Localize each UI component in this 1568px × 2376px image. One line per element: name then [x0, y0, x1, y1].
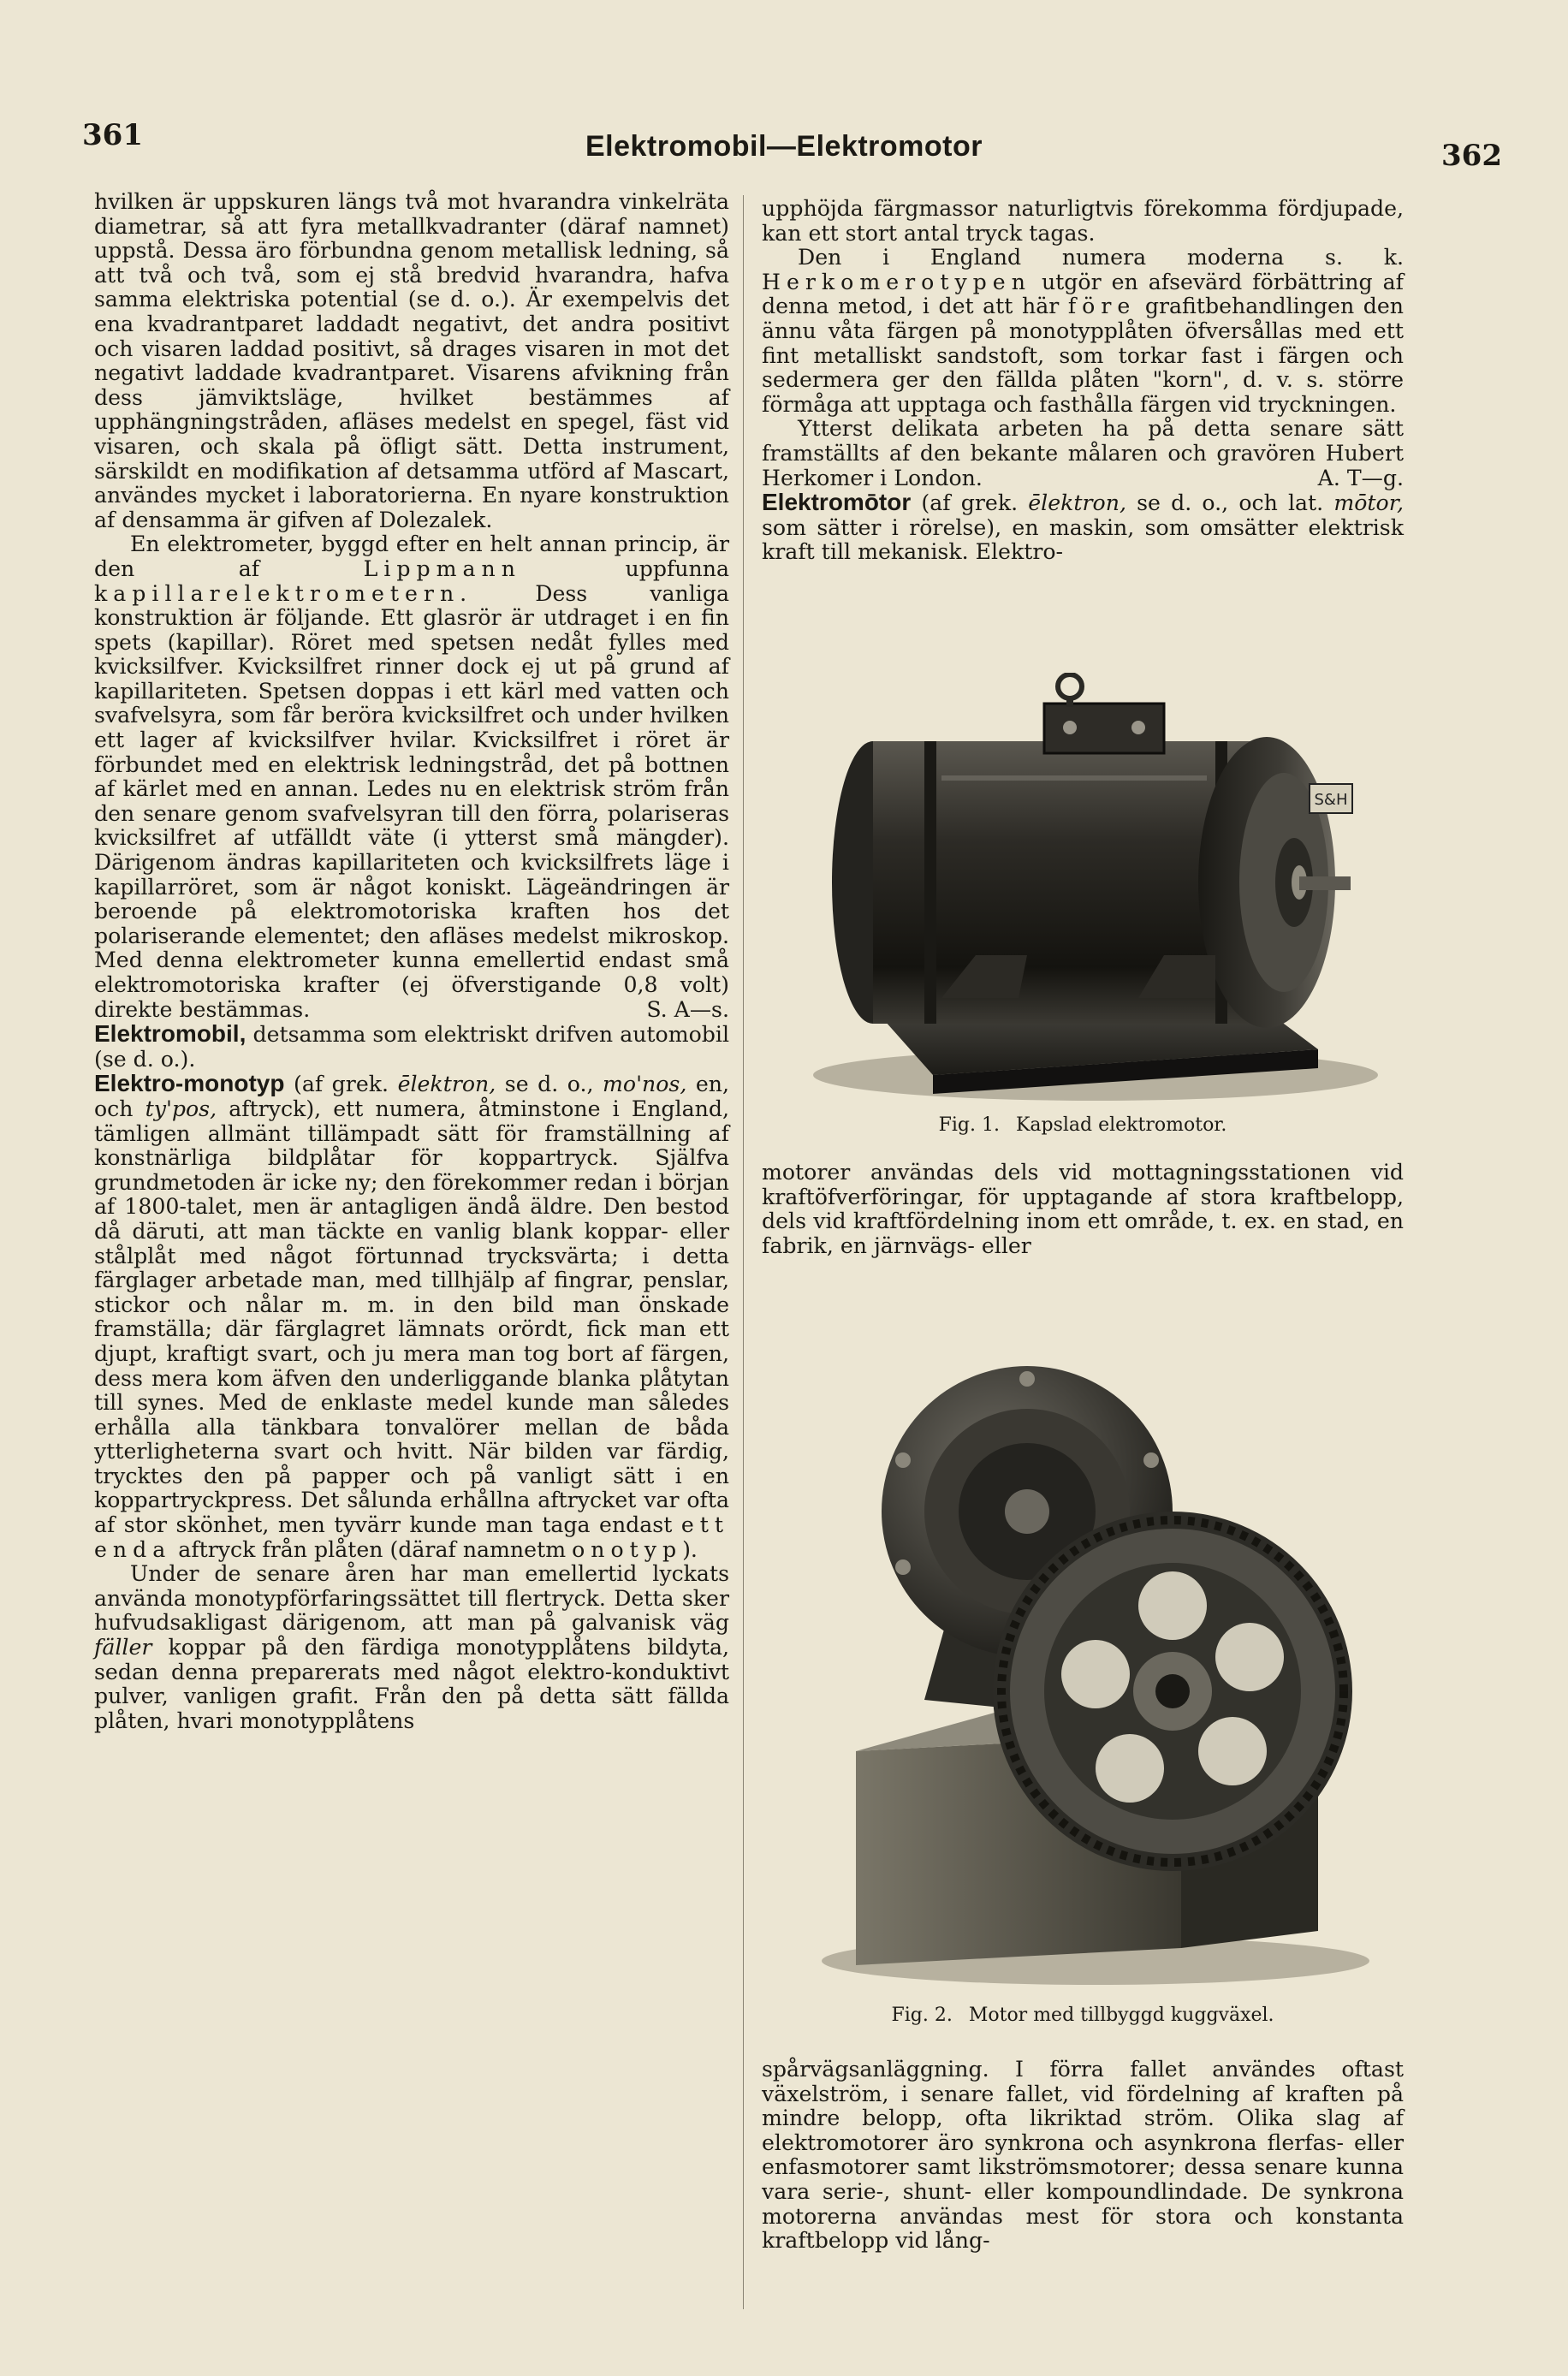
paragraph-motor-usage: motorer användas dels vid mottagningsstationen vid kraftöfverföringar, för upptagande af stora kraftbelopp, dels vid kraftfördelning inom ett område, t. ex. en stad, en fabrik, en järnvägs- eller [762, 1160, 1404, 1258]
entry-elektromobil: Elektromobil, detsamma som elektriskt drifven automobil (se d. o.). [94, 1020, 729, 1072]
column-divider [743, 195, 744, 2309]
headword-elektromotor: Elektromōtor [762, 489, 912, 516]
figure-2-label: Fig. 2. [891, 2005, 953, 2026]
figure-1-caption [762, 1114, 1404, 1136]
headword-elektromobil: Elektromobil, [94, 1020, 246, 1048]
paragraph-herkomerotypen: Den i England numera moderna s. k. Herkomerotypen utgör en afsevärd förbättring af denna metod, i det att här före grafitbehandlingen den ännu våta färgen på monotypplåten öfversållas med ett fint metalliskt sandstoft, som torkar fast i färgen och sedermera ger den fällda plåten "korn", d. v. s. större förmåga att upptaga och fasthålla färgen vid tryckningen. [762, 245, 1404, 417]
entry-elektromotor: Elektromōtor (af grek. ēlektron, se d. o., och lat. mōtor, som sätter i rörelse), en maskin, som omsätter elektrisk kraft till mekanisk. Elektro- [762, 489, 1404, 565]
geared-motor-illustration [770, 1332, 1404, 1999]
paragraph-monotype-multiprint: Under de senare åren har man emellertid lyckats använda monotypförfaringssättet till flertryck. Detta sker hufvudsakligast därigenom, att man på galvanisk väg fäller koppar på den färdiga monotypplåtens bildyta, sedan denna preparerats med något elektro-konduktivt pulver, vanligen grafit. Från den på detta sätt fällda plåten, hvari monotypplåtens [94, 1561, 729, 1733]
paragraph-motor-types: spårvägsanläggning. I förra fallet användes oftast växelström, i senare fallet, vid fördelning af kraften på mindre belopp, ofta likriktad ström. Olika slag af elektromotorer äro synkrona och asynkrona flerfas- eller enfasmotorer samt likströmsmotorer; dessa senare kunna vara serie-, shunt- eller kompoundlindade. De synkrona motorerna användas mest för stora och konstanta kraftbelopp vid lång- [762, 2057, 1404, 2254]
enclosed-motor-illustration [770, 673, 1404, 1109]
figure-enclosed-motor [770, 673, 1404, 1109]
paragraph-quadrant-electrometer: hvilken är uppskuren längs två mot hvarandra vinkelräta diametrar, så att fyra metallkvadranter (däraf namnet) uppstå. Dessa äro förbundna genom metallisk ledning, så att två och två, som ej stå bredvid hvarandra, hafva samma elektriska potential (se d. o.). Är exempelvis det ena kvadrantparet laddadt negativt, det andra positivt och visaren laddad positivt, så drages visaren in mot det negativt laddade kvadrantparet. Visarens afvikning från dess jämviktsläge, hvilket bestämmes af upphängningstråden, afläses medelst en spegel, fäst vid visaren, och skala på öfligt sätt. Detta instrument, särskildt en modifikation af detsamma utförd af Mascart, användes mycket i laboratorierna. En nyare konstruktion af densamma är gifven af Dolezalek. [94, 189, 729, 532]
right-column-top [762, 197, 1404, 565]
entry-elektro-monotyp: Elektro-monotyp (af grek. ēlektron, se d. o., mo'nos, en, och ty'pos, aftryck), ett numera, åtminstone i England, tämligen allmänt tillämpadt sätt för framställning af konstnärliga bildplåtar för koppartryck. Själfva grundmetoden är icke ny; den förekommer redan i början af 1800-talet, men är antagligen ändå äldre. Den bestod då däruti, att man täckte en vanlig blank koppar- eller stålplåt med något förtunnad trycksvärta; i detta färglager arbetade man, med tillhjälp af fingrar, penslar, stickor och nålar m. m. in den bild man önskade framställa; där färglagret lämnats orördt, fick man ett djupt, kraftigt svart, och ju mera man tog bort af färgen, dess mera kom äfven den underliggande blanka plåtytan till synes. Med de enklaste medel kunde man således erhålla alla tänkbara tonvalörer mellan de båda ytterligheterna svart och hvitt. När bilden var färdig, trycktes den på papper och på vanligt sätt i en koppartryckpress. Det sålunda erhållna aftrycket var ofta af stor skönhet, men tyvärr kunde man taga endast ett enda aftryck från plåten (däraf namnetmonotyp). [94, 1070, 730, 1562]
figure-geared-motor [770, 1332, 1404, 1999]
spaced-name-lippmann: Lippmann [363, 555, 521, 581]
author-signature: S. A—s. [646, 996, 729, 1022]
figure-2-text: Motor med tillbyggd kuggväxel. [968, 2005, 1274, 2026]
right-column-middle [762, 1161, 1404, 1258]
figure-1-label: Fig. 1. [938, 1114, 1000, 1136]
figure-1-text: Kapslad elektromotor. [1015, 1114, 1227, 1136]
author-signature-right: A. T—g. [1317, 465, 1404, 490]
right-column-bottom [762, 2058, 1404, 2254]
headword-elektro-monotyp: Elektro-monotyp [94, 1070, 285, 1097]
left-column [94, 190, 729, 1733]
paragraph-continuation: upphöjda färgmassor naturligtvis förekomma fördjupade, kan ett stort antal tryck tagas. [762, 196, 1404, 246]
page-number-left: 361 [82, 118, 143, 152]
running-header: Elektromobil—Elektromotor [585, 130, 983, 163]
spaced-term-kapillar: kapillarelektrometern. [94, 580, 473, 606]
paragraph-herkomer: Ytterst delikata arbeten ha på detta senare sätt framställts af den bekante målaren och gravören Hubert Herkomer i London. A. T—g. [762, 416, 1404, 490]
page-number-right: 362 [1441, 139, 1502, 173]
figure-2-caption [762, 2005, 1404, 2026]
maker-plate-label: S&H [1314, 791, 1348, 809]
paragraph-capillary-electrometer: En elektrometer, byggd efter en helt annan princip, är den af Lippmann uppfunna kapillarelektrometern. Dess vanliga konstruktion är följande. Ett glasrör är utdraget i en fin spets (kapillar). Röret med spetsen nedåt fylles med kvicksilfver. Kvicksilfret rinner dock ej ut på grund af kapillariteten. Spetsen doppas i ett kärl med vatten och svafvelsyra, som får beröra kvicksilfret och under hvilken ett lager af kvicksilfver hvilar. Kvicksilfret i röret är förbundet med en elektrisk ledningstråd, det på bottnen af kärlet med en annan. Ledes nu en elektrisk ström från den senare genom svafvelsyran till den förra, polariseras kvicksilfret af utfälldt väte (i ytterst små mängder). Därigenom ändras kapillariteten och kvicksilfrets läge i kapillarröret, som är något koniskt. Lägeändringen är beroende på elektromotoriska kraften hos det polariserande elementet; den afläses medelst mikroskop. Med denna elektrometer kunna emellertid endast små elektromotoriska krafter (ej öfverstigande 0,8 volt) direkte bestämmas. S. A—s. [94, 532, 729, 1022]
